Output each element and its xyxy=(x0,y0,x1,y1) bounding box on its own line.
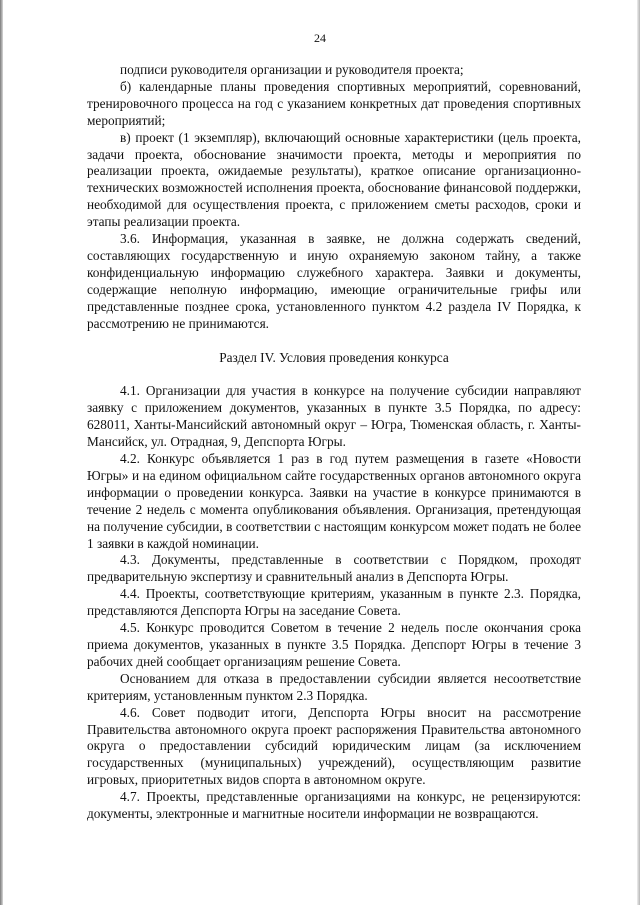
paragraph-3-6: 3.6. Информация, указанная в заявке, не должна содержать сведений, составляющих государственную и иную охраняемую законом тайну, а также конфиденциальную информацию служебного характера. Заявки и документы, содержащие неполную информацию, имеющие ограничительные грифы или представленные позднее срока, установленного пунктом 4.2 раздела IV Порядка, к рассмотрению не принимаются. xyxy=(87,231,581,331)
paragraph-4-2: 4.2. Конкурс объявляется 1 раз в год путем размещения в газете «Новости Югры» и на едином официальном сайте государственных органов автономного округа информации о проведении конкурса. Заявки на участие в конкурсе принимаются в течение 2 недель с момента опубликования объявления. Организация, претендующая на получение субсидии, в соответствии с настоящим конкурсом может подать не более 1 заявки в каждой номинации. xyxy=(87,451,581,551)
scan-left-edge xyxy=(0,0,3,905)
paragraph-refusal-grounds: Основанием для отказа в предоставлении субсидии является несоответствие критериям, установленным пунктом 2.3 Порядка. xyxy=(87,670,581,703)
paragraph-4-4: 4.4. Проекты, соответствующие критериям, указанным в пункте 2.3. Порядка, представляются Депспорта Югры на заседание Совета. xyxy=(87,586,581,619)
paragraph-4-5: 4.5. Конкурс проводится Советом в течение 2 недель после окончания срока приема документов, указанных в пункте 3.5 Порядка. Депспорт Югры в течение 3 рабочих дней сообщает организациям решение Совета. xyxy=(87,620,581,669)
page-number: 24 xyxy=(314,31,326,45)
paragraph-item-b: б) календарные планы проведения спортивных мероприятий, соревнований, тренировочного процесса на год с указанием конкретных дат проведения спортивных мероприятий; xyxy=(87,78,581,128)
document-body xyxy=(87,62,581,823)
paragraph-4-6: 4.6. Совет подводит итоги, Депспорта Югры вносит на рассмотрение Правительства автономного округа проект распоряжения Правительства автономного округа о предоставлении субсидий юридическим лицам (за исключением государственных (муниципальных) учреждений), осуществляющим развитие игровых, приоритетных видов спорта в автономном округе. xyxy=(87,704,581,788)
paragraph-signatures: подписи руководителя организации и руководителя проекта; xyxy=(120,62,464,77)
paragraph-4-1: 4.1. Организации для участия в конкурсе на получение субсидии направляют заявку с приложением документов, указанных в пункте 3.5 Порядка, по адресу: 628011, Ханты-Мансийский автономный округ – Югра, Тюменская область, г. Ханты-Мансийск, ул. Отрадная, 9, Депспорта Югры. xyxy=(87,383,581,450)
paragraph-4-7: 4.7. Проекты, представленные организациями на конкурс, не рецензируются: документы, электронные и магнитные носители информации не возвращаются. xyxy=(87,789,581,822)
paragraph-4-3: 4.3. Документы, представленные в соответствии с Порядком, проходят предварительную экспертизу и сравнительный анализ в Депспорта Югры. xyxy=(87,552,581,585)
section-heading: Раздел IV. Условия проведения конкурса xyxy=(219,349,449,365)
paragraph-item-v: в) проект (1 экземпляр), включающий основные характеристики (цель проекта, задачи проекта, обоснование значимости проекта, методы и мероприятия по реализации проекта, ожидаемые результаты), краткое описание организационно-технических возможностей исполнения проекта, обоснование финансовой поддержки, необходимой для осуществления проекта, с приложением сметы расходов, сроки и этапы реализации проекта. xyxy=(87,129,581,230)
